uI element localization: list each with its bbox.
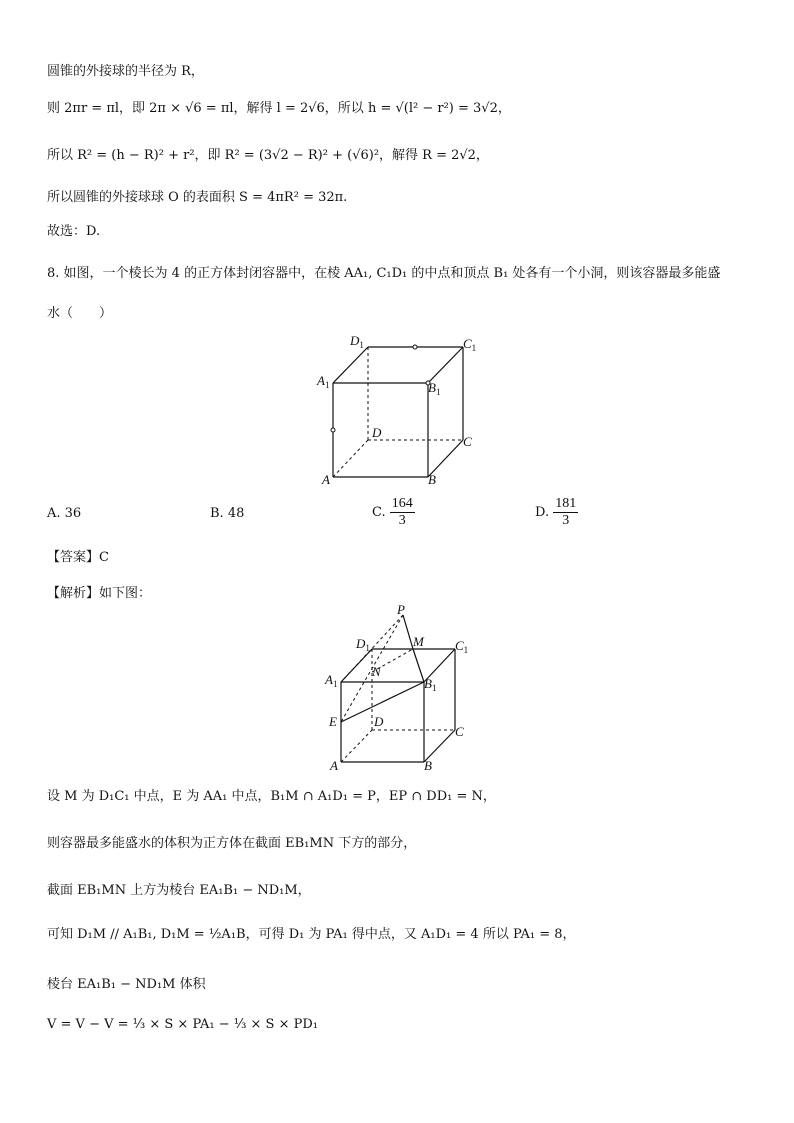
text-line-answer-d: 故选：D. [47,224,101,239]
question-8-stem: 8. 如图，一个棱长为 4 的正方体封闭容器中，在棱 AA₁, C₁D₁ 的中点和顶点 B₁ 处各有一个小洞，则该容器最多能盛 [47,266,721,281]
label-c1: $C_1$ [455,638,469,655]
label-a1: $A_1$ [325,672,338,689]
text-line-surface-area: 所以圆锥的外接球球 O 的表面积 S = 4πR² = 32π. [47,190,348,205]
cube-figure-1 [310,330,490,490]
label-c1: $C_1$ [463,336,477,353]
label-d: D [372,425,382,440]
label-d: D [374,714,384,729]
solution-step-4: 可知 D₁M // A₁B₁, D₁M = ½A₁B，可得 D₁ 为 PA₁ 得中点，又 A₁D₁ = 4 所以 PA₁ = 8， [47,927,576,942]
solution-step-5: 棱台 EA₁B₁ − ND₁M 体积 [47,977,206,992]
analysis-label: 【解析】如下图： [47,586,152,601]
solution-step-1: 设 M 为 D₁C₁ 中点，E 为 AA₁ 中点，B₁M ∩ A₁D₁ = P，EP ∩ DD₁ = N， [47,789,496,804]
label-d1: $D_1$ [356,636,370,653]
label-d1: $D_1$ [350,333,364,350]
label-b: B [424,758,432,773]
label-a: A [330,758,338,773]
text-line-slant-height: 则 2πr = πl，即 2π × √6 = πl，解得 l = 2√6，所以 h = √(l² − r²) = 3√2， [47,101,511,116]
label-b1: $B_1$ [428,380,441,397]
label-a: A [322,472,330,487]
option-d[interactable]: D. $\frac{181}{3}$ [535,496,577,528]
answer-label: 【答案】C [47,550,109,565]
option-b[interactable]: B. 48 [210,506,245,521]
label-b: B [428,472,436,487]
option-a[interactable]: A. 36 [47,506,82,521]
solution-step-3: 截面 EB₁MN 上方为棱台 EA₁B₁ − ND₁M， [47,883,311,898]
label-c: C [455,724,464,739]
text-line-radius: 圆锥的外接球的半径为 R， [47,64,204,79]
label-b1: $B_1$ [424,676,437,693]
question-8-stem-cont: 水（ ） [47,306,113,321]
label-m: M [413,634,424,649]
solution-step-2: 则容器最多能盛水的体积为正方体在截面 EB₁MN 下方的部分， [47,836,417,851]
option-c-fraction: $\frac{164}{3}$ [391,496,413,528]
option-d-fraction: $\frac{181}{3}$ [555,496,577,528]
label-c: C [463,434,472,449]
solution-step-6: V = V − V = ⅓ × S × PA₁ − ⅓ × S × PD₁ [47,1017,318,1032]
label-a1: $A_1$ [317,373,330,390]
cube-figure-2 [320,600,480,775]
text-line-solve-r: 所以 R² = (h − R)² + r²，即 R² = (3√2 − R)² + (√6)²，解得 R = 2√2， [47,148,489,163]
label-n: N [372,664,381,679]
label-p: P [397,602,405,617]
label-e: E [329,714,337,729]
option-c[interactable]: C. $\frac{164}{3}$ [372,496,413,528]
